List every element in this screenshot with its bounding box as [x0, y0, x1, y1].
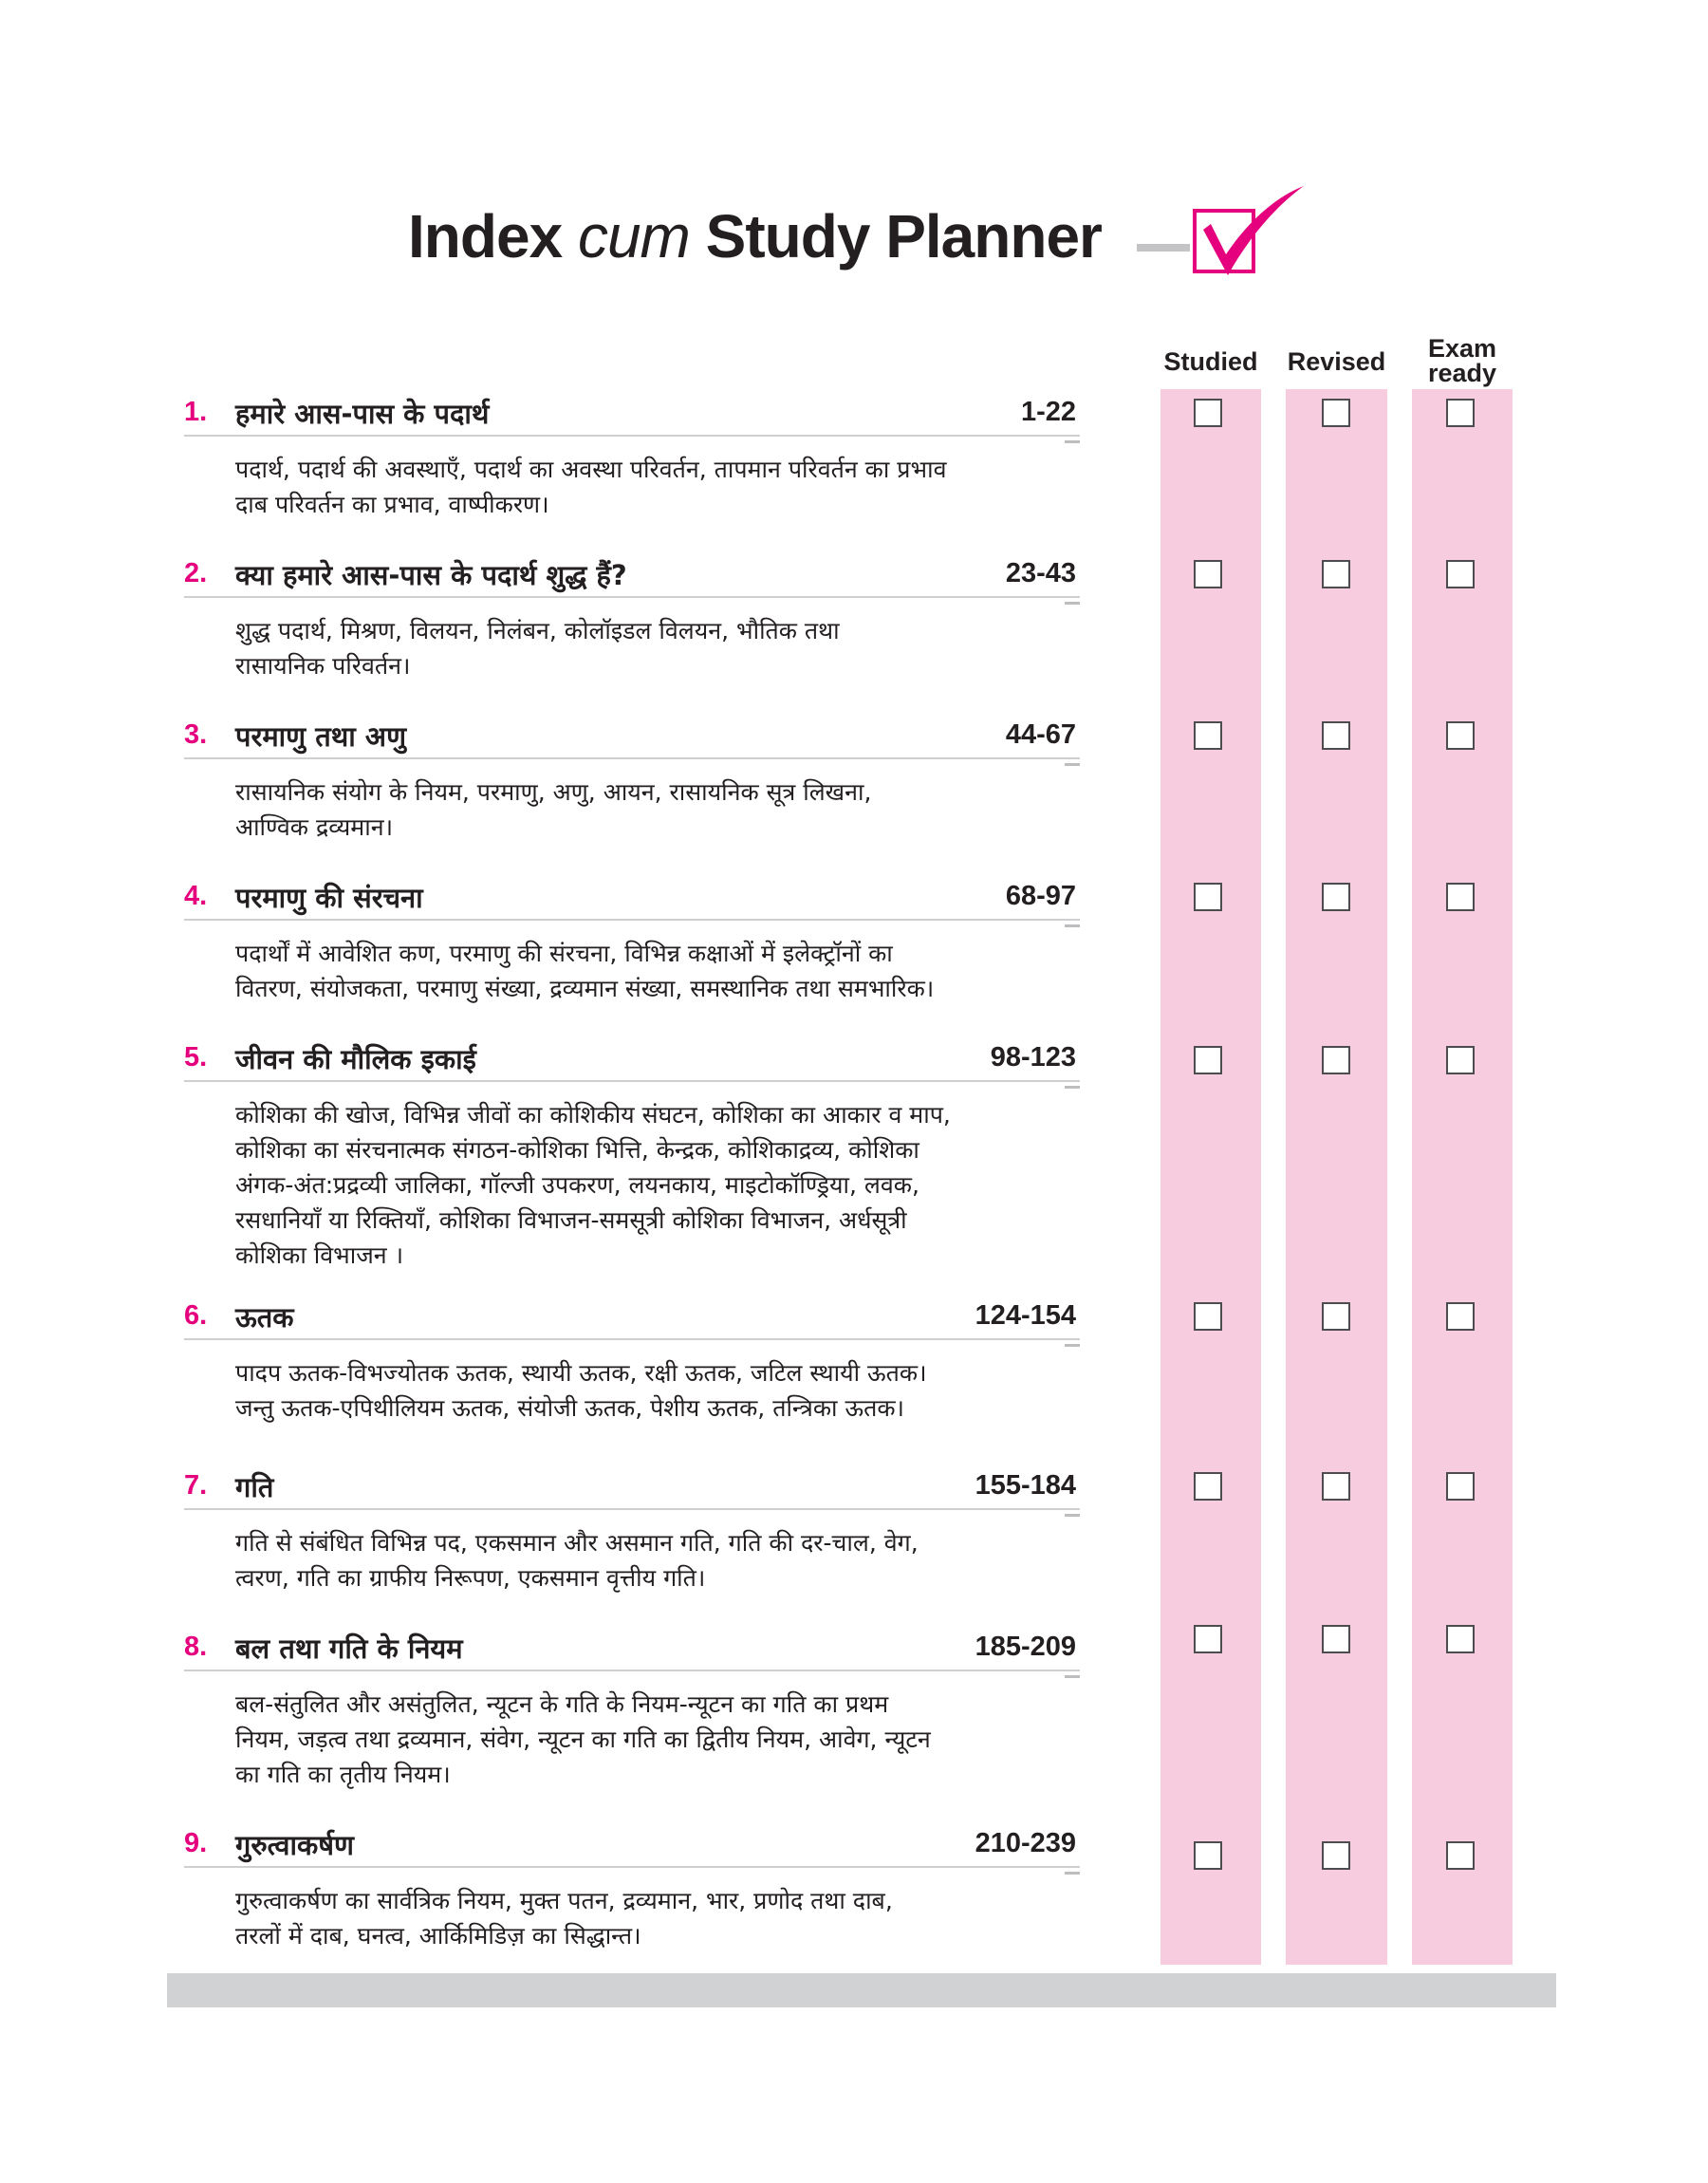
chapter-number: 8.	[184, 1632, 208, 1662]
chapter-entry	[180, 1036, 1080, 1273]
exam-ready-checkbox[interactable]	[1446, 1841, 1475, 1870]
revised-checkbox[interactable]	[1322, 1841, 1350, 1870]
chapter-entry	[180, 1465, 1080, 1595]
chapter-entry	[180, 1626, 1080, 1792]
exam-ready-column	[1412, 389, 1513, 1965]
footer-bar	[167, 1973, 1556, 2007]
studied-checkbox[interactable]	[1194, 1046, 1222, 1074]
revised-checkbox[interactable]	[1322, 399, 1350, 427]
chapter-pages: 210-239	[975, 1828, 1076, 1858]
studied-checkbox[interactable]	[1194, 560, 1222, 588]
chapter-number: 6.	[184, 1300, 208, 1331]
chapter-number: 1.	[184, 397, 208, 427]
chapter-topics: गुरुत्वाकर्षण का सार्वत्रिक नियम, मुक्त पतन, द्रव्यमान, भार, प्रणोद तथा दाब, तरलों में दाब, घनत्व, आर्किमिडिज़ का सिद्धान्त।	[235, 1887, 893, 1950]
chapter-divider	[184, 596, 1080, 598]
revised-checkbox[interactable]	[1322, 1472, 1350, 1501]
chapter-divider	[184, 1080, 1080, 1082]
chapter-topics: कोशिका की खोज, विभिन्न जीवों का कोशिकीय संघटन, कोशिका का आकार व माप, कोशिका का संरचनात्मक संगठन-कोशिका भित्ति, केन्द्रक, कोशिकाद्रव्य, कोशिका अंगक-अंत:प्रद्रव्यी जालिका, गॉल्जी उपकरण, लयनकाय, माइटोकॉण्ड्रिया, लवक, रसधानियाँ या रिक्तियाँ, कोशिका विभाजन-समसूत्री कोशिका विभाजन, अर्धसूत्री कोशिका विभाजन ।	[235, 1101, 951, 1269]
studied-checkbox[interactable]	[1194, 1625, 1222, 1653]
chapter-pages: 155-184	[975, 1470, 1076, 1501]
divider-end	[1065, 602, 1080, 605]
exam-ready-checkbox[interactable]	[1446, 1472, 1475, 1501]
chapter-entry	[180, 1822, 1080, 1953]
divider-end	[1065, 1086, 1080, 1089]
chapter-title: हमारे आस-पास के पदार्थ	[235, 398, 490, 430]
exam-ready-checkbox[interactable]	[1446, 1625, 1475, 1653]
chapter-topics: पदार्थ, पदार्थ की अवस्थाएँ, पदार्थ का अवस्था परिवर्तन, तापमान परिवर्तन का प्रभाव दाब परिवर्तन का प्रभाव, वाष्पीकरण।	[235, 456, 947, 518]
chapter-entry	[180, 1295, 1080, 1426]
chapter-title: क्या हमारे आस-पास के पदार्थ शुद्ध हैं?	[235, 559, 627, 591]
studied-checkbox[interactable]	[1194, 399, 1222, 427]
chapter-pages: 68-97	[1005, 881, 1076, 911]
chapter-topics: बल-संतुलित और असंतुलित, न्यूटन के गति के नियम-न्यूटन का गति का प्रथम नियम, जड़त्व तथा द्रव्यमान, संवेग, न्यूटन का गति का द्वितीय नियम, आवेग, न्यूटन का गति का तृतीय नियम।	[235, 1690, 931, 1788]
chapter-topics: शुद्ध पदार्थ, मिश्रण, विलयन, निलंबन, कोलॉइडल विलयन, भौतिक तथा रासायनिक परिवर्तन।	[235, 617, 840, 680]
divider-end	[1065, 440, 1080, 443]
chapter-title: परमाणु की संरचना	[235, 882, 423, 914]
chapter-title: गति	[235, 1471, 274, 1503]
chapter-entry	[180, 875, 1080, 1006]
chapter-divider	[184, 919, 1080, 921]
chapter-title: बल तथा गति के नियम	[235, 1633, 463, 1665]
chapter-topics: रासायनिक संयोग के नियम, परमाणु, अणु, आयन, रासायनिक सूत्र लिखना, आण्विक द्रव्यमान।	[235, 778, 872, 841]
chapter-number: 7.	[184, 1470, 208, 1501]
chapter-divider	[184, 757, 1080, 759]
revised-checkbox[interactable]	[1322, 1046, 1350, 1074]
title-divider	[1137, 244, 1190, 252]
chapter-entry	[180, 714, 1080, 845]
chapter-pages: 185-209	[975, 1632, 1076, 1662]
revised-checkbox[interactable]	[1322, 1302, 1350, 1331]
chapter-pages: 98-123	[990, 1042, 1076, 1073]
chapter-divider	[184, 1338, 1080, 1340]
studied-column	[1160, 389, 1261, 1965]
exam-ready-checkbox[interactable]	[1446, 1302, 1475, 1331]
divider-end	[1065, 924, 1080, 927]
revised-column-header: Revised	[1287, 347, 1386, 376]
revised-checkbox[interactable]	[1322, 883, 1350, 911]
chapter-number: 3.	[184, 719, 208, 750]
exam-ready-checkbox[interactable]	[1446, 399, 1475, 427]
chapter-divider	[184, 435, 1080, 437]
chapter-number: 4.	[184, 881, 208, 911]
studied-checkbox[interactable]	[1194, 1302, 1222, 1331]
revised-column	[1286, 389, 1387, 1965]
checkmark-icon	[1186, 180, 1309, 285]
revised-checkbox[interactable]	[1322, 721, 1350, 750]
studied-checkbox[interactable]	[1194, 1472, 1222, 1501]
exam-ready-checkbox[interactable]	[1446, 1046, 1475, 1074]
chapter-number: 2.	[184, 558, 208, 588]
revised-checkbox[interactable]	[1322, 1625, 1350, 1653]
exam-ready-column-header: Exam ready	[1427, 334, 1497, 387]
divider-end	[1065, 1872, 1080, 1875]
chapter-title: ऊतक	[235, 1301, 294, 1334]
chapter-pages: 124-154	[975, 1300, 1076, 1331]
page-title	[408, 201, 1102, 271]
chapter-pages: 44-67	[1005, 719, 1076, 750]
chapter-topics: गति से संबंधित विभिन्न पद, एकसमान और असमान गति, गति की दर-चाल, वेग, त्वरण, गति का ग्राफीय निरूपण, एकसमान वृत्तीय गति।	[235, 1529, 919, 1592]
chapter-number: 9.	[184, 1828, 208, 1858]
chapter-divider	[184, 1670, 1080, 1671]
divider-end	[1065, 1675, 1080, 1678]
chapter-pages: 23-43	[1005, 558, 1076, 588]
chapter-title: परमाणु तथा अणु	[235, 720, 407, 753]
chapter-divider	[184, 1508, 1080, 1510]
chapter-title: गुरुत्वाकर्षण	[235, 1829, 354, 1861]
divider-end	[1065, 1514, 1080, 1517]
title-text-study-planner: Study Planner	[689, 202, 1102, 271]
studied-checkbox[interactable]	[1194, 883, 1222, 911]
title-text-cum: cum	[577, 202, 690, 271]
divider-end	[1065, 1344, 1080, 1347]
chapter-topics: पादप ऊतक-विभज्योतक ऊतक, स्थायी ऊतक, रक्षी ऊतक, जटिल स्थायी ऊतक। जन्तु ऊतक-एपिथीलियम ऊतक, संयोजी ऊतक, पेशीय ऊतक, तन्त्रिका ऊतक।	[235, 1359, 927, 1422]
title-text-index: Index	[408, 202, 578, 271]
divider-end	[1065, 763, 1080, 766]
chapter-topics: पदार्थों में आवेशित कण, परमाणु की संरचना, विभिन्न कक्षाओं में इलेक्ट्रॉनों का वितरण, संयोजकता, परमाणु संख्या, द्रव्यमान संख्या, समस्थानिक तथा समभारिक।	[235, 940, 935, 1002]
exam-ready-checkbox[interactable]	[1446, 721, 1475, 750]
studied-column-header: Studied	[1163, 347, 1258, 376]
chapter-number: 5.	[184, 1042, 208, 1073]
chapter-pages: 1-22	[1020, 397, 1076, 427]
exam-ready-checkbox[interactable]	[1446, 883, 1475, 911]
chapter-divider	[184, 1866, 1080, 1868]
revised-checkbox[interactable]	[1322, 560, 1350, 588]
chapter-entry	[180, 552, 1080, 683]
chapter-entry	[180, 391, 1080, 522]
chapter-title: जीवन की मौलिक इकाई	[235, 1043, 476, 1075]
exam-ready-checkbox[interactable]	[1446, 560, 1475, 588]
studied-checkbox[interactable]	[1194, 1841, 1222, 1870]
studied-checkbox[interactable]	[1194, 721, 1222, 750]
